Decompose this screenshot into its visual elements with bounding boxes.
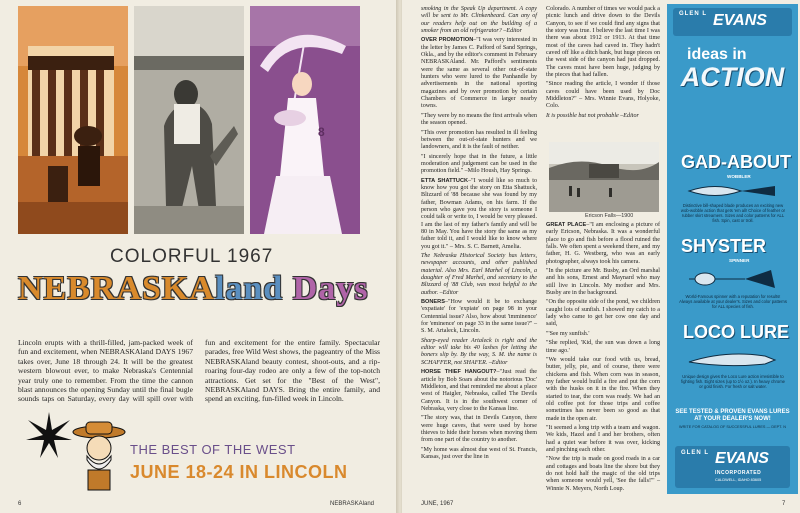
letter-paragraph: "My home was almost due west of St. Francis, Kansas, just over the line in	[421, 446, 537, 460]
spinner-lure-icon	[685, 266, 781, 292]
letters-column-2b	[546, 222, 660, 495]
letter-paragraph: Sharp-eyed reader Artaleck is right and the editor will take his 40 lashes for letting the boners slip by. By the way, S. M. the name is SCHAFFER, not SHAFER. –Editor	[421, 337, 537, 366]
photo-rodeo-bw	[134, 6, 244, 234]
brand2-small-text: GLEN L	[681, 450, 709, 456]
letter-paragraph: "We would take our food with us, bread, butter, jelly, pie, and of course, there were chickens and fish. When corn was in season, my father would build a fire and put the corn with the husks on it in the fire. When they started to tear, the corn was ready. We had an old coffee pot for those trips and coffee sometimes has never been so good as that made in the open air.	[546, 356, 660, 422]
product-loco-desc: Unique design gives the Loco Lure action irresistible to fighting fish. Eight sizes (up to 1½ oz.). In heavy chrome or gold finish. For fresh or salt water.	[680, 374, 786, 389]
product-shyster-name: SHYSTER	[681, 236, 767, 256]
letter-paragraph	[421, 178, 537, 251]
letter-body: –"How would it be to exchange 'expatiate' for 'expiate' on page 98 in your Centennial issue? Also, how about 'imminence' for 'eminence' on page 33 in the same issue?" – S. M. Artaleck, Lincoln.	[421, 299, 537, 335]
product-gadabout-name: GAD-ABOUT	[681, 152, 791, 172]
star-burst-icon	[24, 410, 74, 460]
letter-heading: BONERS	[421, 299, 445, 306]
evans-lures-ad	[667, 4, 798, 494]
photo-caption: Ericson Falls—1900	[585, 213, 634, 219]
letter-paragraph: It is possible but not probable –Editor	[546, 112, 639, 119]
left-page	[0, 0, 398, 513]
letter-paragraph	[546, 222, 660, 266]
heading-word-1: NEBRASKA	[18, 270, 215, 307]
ideas-in-text: ideas in	[687, 46, 747, 63]
svg-text:8: 8	[318, 125, 325, 139]
letters-column-2	[546, 6, 660, 122]
best-of-west-text: THE BEST OF THE WEST	[130, 442, 296, 457]
event-dates-text: JUNE 18-24 IN LINCOLN	[130, 462, 348, 482]
letter-paragraph: The Nebraska Historical Society has letters, newspaper accounts, and other published material. Also Mrs. Earl Marhel of Lincoln, a daughter of Fred Marhel, and secretary to the Blizzard of '88 Club, was most helpful to the author. –Editor	[421, 253, 537, 296]
folio-page-number-right: 7	[782, 501, 786, 507]
letter-paragraph	[421, 299, 537, 336]
intro-text: Lincoln erupts with a thrill-filled, jam-packed week of fun and excitement, when NEBRASKAland DAYS 1967 takes over, June 18 through 24. It will be the greatest western blowout ever, to make Nebraska's Centennial year truly one to remember. From the time the cannon blast announces the opening Sunday until the final bugle sounds taps on Saturday, every day will spill over with fun and excitement for the entire family. Spectacular parades, free Wild West shows, the pageantry of the Miss NEBRASKAland beauty contest, shoot-outs, and a rip-roaring four-day rodeo are only a few of the top-notch attractions. Get set for the "Best of the West", NEBRASKAland DAYS. Bring the entire family, and spend an exciting, fun-filled week in Lincoln.	[18, 338, 380, 404]
letter-paragraph: "I sincerely hope that in the future, a little moderation and judgement can be used in the promotion field." –Milo Housh, Hay Springs.	[421, 153, 537, 175]
action-headline: ACTION	[680, 62, 785, 92]
letter-paragraph: "'See my sunfish.'	[546, 330, 590, 337]
ad-call-to-action: SEE TESTED & PROVEN EVANS LURES AT YOUR DEALER'S NOW!	[675, 409, 790, 422]
letter-heading: OVER PROMOTION	[421, 37, 474, 44]
ericson-falls-photo	[549, 142, 659, 212]
heading-word-3: Days	[283, 270, 369, 307]
heading-nebraskaland-days	[18, 270, 369, 308]
brand2-address: CALDWELL, IDAHO 83605	[715, 478, 762, 482]
letter-heading: HORSE THIEF HANGOUT?	[421, 369, 497, 376]
cowboy-mascot-icon	[72, 420, 126, 494]
letter-paragraph: "It seemed a long trip with a team and wagon. We kids, Hazel and I and her brothers, often had a quiet war before it was over, kicking and pinching each other.	[546, 424, 660, 453]
photo-orange-parade	[18, 6, 128, 234]
letter-paragraph: "This over promotion has resulted in ill feeling between the out-of-state hunters and we landowners, and it is the fault of neither.	[421, 129, 537, 151]
brand-logo-bottom	[675, 446, 790, 488]
letter-paragraph: "She replied, 'Kid, the sun was down a long time ago.'	[546, 340, 660, 354]
brand2-incorporated: INCORPORATED	[715, 470, 762, 476]
letter-body: –"Just read the article by Bob Soars about the notorious 'Doc' Middleton, and that reminded me about a place west of Haigler, Nebraska, called The Devils Canyon. It is in the southwest corner of Nebraska, very close to the Kansas line.	[421, 369, 538, 412]
brand-big-text: EVANS	[713, 12, 767, 29]
letter-heading: ETTA SHATTUCK	[421, 177, 469, 184]
letter-paragraph: "Now the trip is made on good roads in a car and cottages and boats line the shore but they do not hold half the magic of the old trips when someone would yell, 'See the falls!'" – Winnie N. Meyers, North Loup.	[546, 456, 660, 492]
letter-body: –"I was very interested in the letter by James C. Pafford of Sand Springs, Okla., and by the editor's comment in February NEBRASKAland. Mr. Pafford's sentiments were the same as several other out-of-state hunters who were lured to the Panhandle by advertisements in the national sporting magazines and by over promotion by certain Chambers of Commerce in larger nearby towns.	[421, 37, 538, 110]
wobbler-lure-icon	[685, 182, 781, 200]
letter-paragraph: smoking in the Speak Up department. A copy will be sent to Mr. Clinkenbeard. Can any of our readers help out on the building of a smoker from an old refrigerator? –Editor	[421, 6, 537, 35]
letter-paragraph: "In the picture are Mr. Busby, an Ord marshal and his sons, Ernest and Maynard who may still live in Lincoln. My mother and Mrs. Busby are in the background.	[546, 268, 660, 297]
brand2-big-text: EVANS	[715, 450, 769, 467]
letter-paragraph: "The story was, that in Devils Canyon, there were huge caves, that were used by horse thieves to hide their horses when moving them from one part of the country to another.	[421, 415, 537, 444]
letter-body: –"I would like so much to know how you got the story on Etta Shattuck, Blizzard of '88 because she was found by my father, Bowman Adams, on his farm. If the person who gave you the story is someone I could talk or write to, I would be very pleased. I am the last of my father's family and will be 80 in May. You have the story the same as my father told it, and I would like to know where you got it." – Mrs. S. C. Barnett, Amelia.	[421, 177, 537, 250]
product-shyster-desc: World-Famous spinner with a reputation for results! Always available at your dealer's. Sizes and color patterns for ALL species of fish.	[679, 294, 787, 309]
heading-colorful: COLORFUL 1967	[110, 246, 274, 267]
letter-paragraph	[421, 369, 537, 413]
letter-paragraph: Colorado. A number of times we would pack a picnic lunch and drive down to the Devils Canyon, to see if we could find any signs that the story was true. I believe the last time I was there was about 1912 or 1913. At that time most of the caves had caved in. They hadn't caved off like a ditch bank, but huge pieces on the west side of the canyon had just dropped. The caves must have been huge, judging by the pieces that had fallen.	[546, 6, 660, 79]
product-gadabout-sub: WOBBLER	[727, 174, 751, 179]
letter-heading: GREAT PLACE	[546, 222, 587, 228]
loco-lure-icon	[685, 348, 781, 368]
folio-date: JUNE, 1967	[421, 501, 454, 507]
brand-small-text: GLEN L	[679, 11, 707, 17]
brand-logo-top	[673, 8, 792, 36]
letter-paragraph: "On the opposite side of the pond, we children caught lots of sunfish. I showed my catch to a lady who came to get her cow one day and said,	[546, 299, 660, 328]
product-shyster-sub: SPINNER	[729, 258, 750, 263]
product-gadabout-desc: Distinctive bill-shaped blade produces an exciting new wob-wobble action that gets 'em all! Choice of feather or rubber skirt streamers. Sizes and color patterns for ALL fish. Spin, cast or troll.	[680, 203, 786, 223]
folio-magazine-name: NEBRASKAland	[330, 501, 375, 507]
letter-paragraph: "Since reading the article, I wonder if those caves could have been used by Doc Middleton?" – Mrs. Winnie Evans, Holyoke, Colo.	[546, 81, 660, 110]
product-loco-name: LOCO LURE	[683, 322, 789, 342]
heading-word-2: land	[214, 270, 284, 307]
ad-catalog-text: WRITE FOR CATALOG OF SUCCESSFUL LURES — DEPT. N	[679, 425, 786, 429]
folio-page-number-left: 6	[18, 501, 22, 507]
letter-paragraph	[421, 37, 537, 110]
photo-purple-miss	[250, 6, 360, 234]
letter-body: –"I am enclosing a picture of early Ericson, Nebraska. It was a wonderful place to go and fish before a flood ruined the falls. We often spent a weekend there, and my father, H. G. Westberg, who was an early photographer, always took his camera.	[546, 222, 660, 265]
letter-paragraph: "They were by no means the first arrivals when the season opened.	[421, 112, 537, 127]
letters-column-1	[421, 6, 537, 463]
